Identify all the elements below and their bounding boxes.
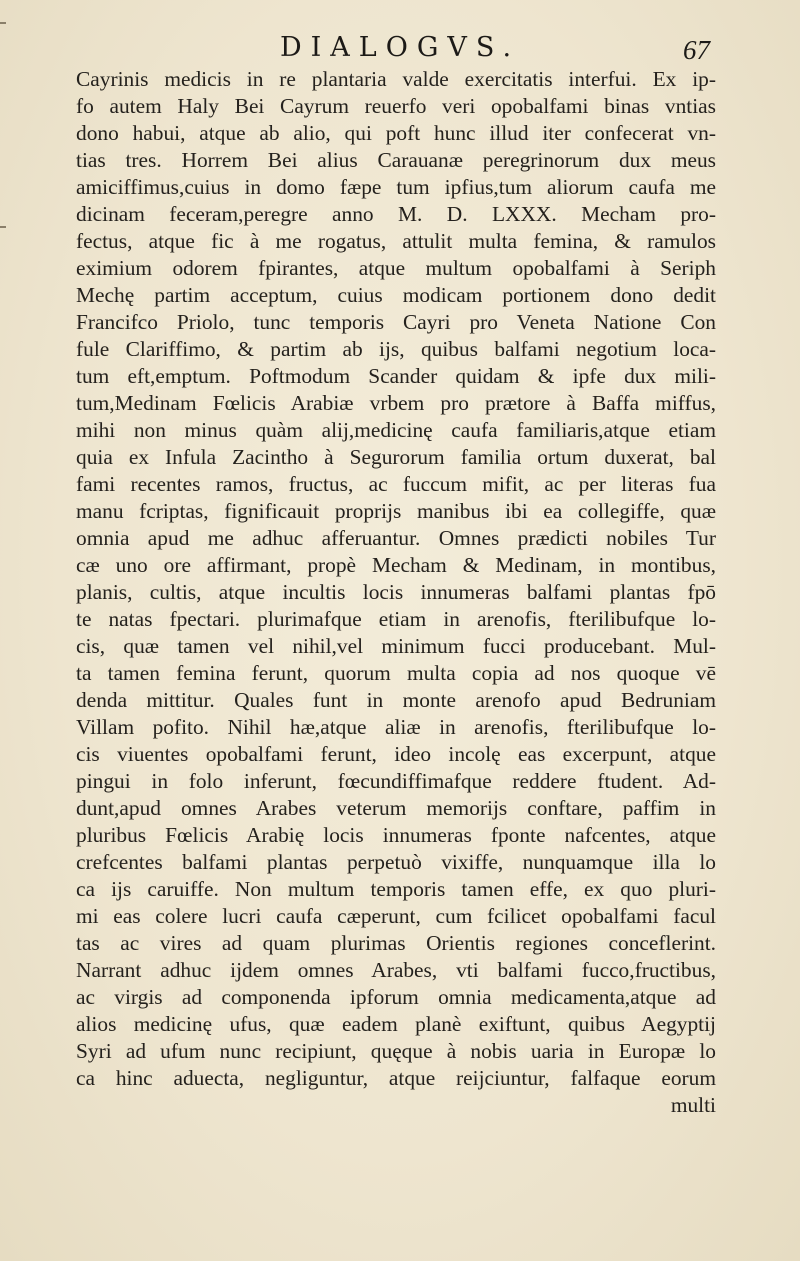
catchword: multi xyxy=(670,1093,716,1117)
text-line: planis, cultis, atque incultis locis innumeras balfami plantas fpō xyxy=(76,580,716,604)
running-head: DIALOGVS. xyxy=(279,32,521,63)
text-line: cis, quæ tamen vel nihil,vel minimum fucci producebant. Mul- xyxy=(76,634,716,658)
text-line: ac virgis ad componenda ipforum omnia medicamenta,atque ad xyxy=(76,985,716,1009)
text-line: ca hinc aduecta, negliguntur, atque reijciuntur, falfaque eorum xyxy=(76,1066,716,1090)
text-line: cis viuentes opobalfami ferunt, ideo incolę eas excerpunt, atque xyxy=(76,742,716,766)
text-line: manu fcriptas, fignificauit proprijs manibus ibi ea collegiffe, quæ xyxy=(76,499,716,523)
text-line: eximium odorem fpirantes, atque multum opobalfami à Seriph xyxy=(76,256,716,280)
text-line: Villam pofito. Nihil hæ,atque aliæ in arenofis, fterilibufque lo- xyxy=(76,715,716,739)
text-line: fectus, atque fic à me rogatus, attulit multa femina, & ramulos xyxy=(76,229,716,253)
text-line: quia ex Infula Zacintho à Segurorum familia ortum duxerat, bal xyxy=(76,445,716,469)
text-line: Mechę partim acceptum, cuius modicam portionem dono dedit xyxy=(76,283,716,307)
text-line: te natas fpectari. plurimafque etiam in arenofis, fterilibufque lo- xyxy=(76,607,716,631)
text-line: amiciffimus,cuius in domo fæpe tum ipfius,tum aliorum caufa me xyxy=(76,175,716,199)
text-line: denda mittitur. Quales funt in monte arenofo apud Bedruniam xyxy=(76,688,716,712)
text-line: mi eas colere lucri caufa cæperunt, cum fcilicet opobalfami facul xyxy=(76,904,716,928)
body-text xyxy=(76,66,716,1119)
text-line: Syri ad ufum nunc recipiunt, quęque à nobis uaria in Europæ lo xyxy=(76,1039,716,1063)
text-line: cæ uno ore affirmant, propè Mecham & Medinam, in montibus, xyxy=(76,553,716,577)
text-line: dicinam feceram,peregre anno M. D. LXXX. Mecham pro- xyxy=(76,202,716,226)
page-edge-mark xyxy=(0,226,6,228)
text-line: tias tres. Horrem Bei alius Carauanæ peregrinorum dux meus xyxy=(76,148,716,172)
text-line: fami recentes ramos, fructus, ac fuccum mifit, ac per literas fua xyxy=(76,472,716,496)
text-line: Cayrinis medicis in re plantaria valde exercitatis interfui. Ex ip- xyxy=(76,67,716,91)
text-line: pluribus Fœlicis Arabię locis innumeras fponte nafcentes, atque xyxy=(76,823,716,847)
text-line: tum,Medinam Fœlicis Arabiæ vrbem pro prætore à Baffa miffus, xyxy=(76,391,716,415)
text-line: tas ac vires ad quam plurimas Orientis regiones conceflerint. xyxy=(76,931,716,955)
text-line: ta tamen femina ferunt, quorum multa copia ad nos quoque vē xyxy=(76,661,716,685)
page-header xyxy=(0,30,800,66)
text-line: ca ijs caruiffe. Non multum temporis tamen effe, ex quo pluri- xyxy=(76,877,716,901)
page-number: 67 xyxy=(683,35,710,65)
text-line: dunt,apud omnes Arabes veterum memorijs conftare, paffim in xyxy=(76,796,716,820)
text-line: pingui in folo inferunt, fœcundiffimafque reddere ftudent. Ad- xyxy=(76,769,716,793)
text-line: Francifco Priolo, tunc temporis Cayri pro Veneta Natione Con xyxy=(76,310,716,334)
text-line: omnia apud me adhuc afferuantur. Omnes prædicti nobiles Tur xyxy=(76,526,716,550)
text-line: mihi non minus quàm alij,medicinę caufa familiaris,atque etiam xyxy=(76,418,716,442)
text-line: alios medicinę ufus, quæ eadem planè exiftunt, quibus Aegyptij xyxy=(76,1012,716,1036)
text-line: tum eft,emptum. Poftmodum Scander quidam & ipfe dux mili- xyxy=(76,364,716,388)
text-line: dono habui, atque ab alio, qui poft hunc illud iter confecerat vn- xyxy=(76,121,716,145)
text-line: crefcentes balfami plantas perpetuò vixiffe, nunquamque illa lo xyxy=(76,850,716,874)
text-line: fule Clariffimo, & partim ab ijs, quibus balfami negotium loca- xyxy=(76,337,716,361)
text-line: fo autem Haly Bei Cayrum reuerfo veri opobalfami binas vntias xyxy=(76,94,716,118)
text-line: Narrant adhuc ijdem omnes Arabes, vti balfami fucco,fructibus, xyxy=(76,958,716,982)
page-edge-mark xyxy=(0,22,6,24)
